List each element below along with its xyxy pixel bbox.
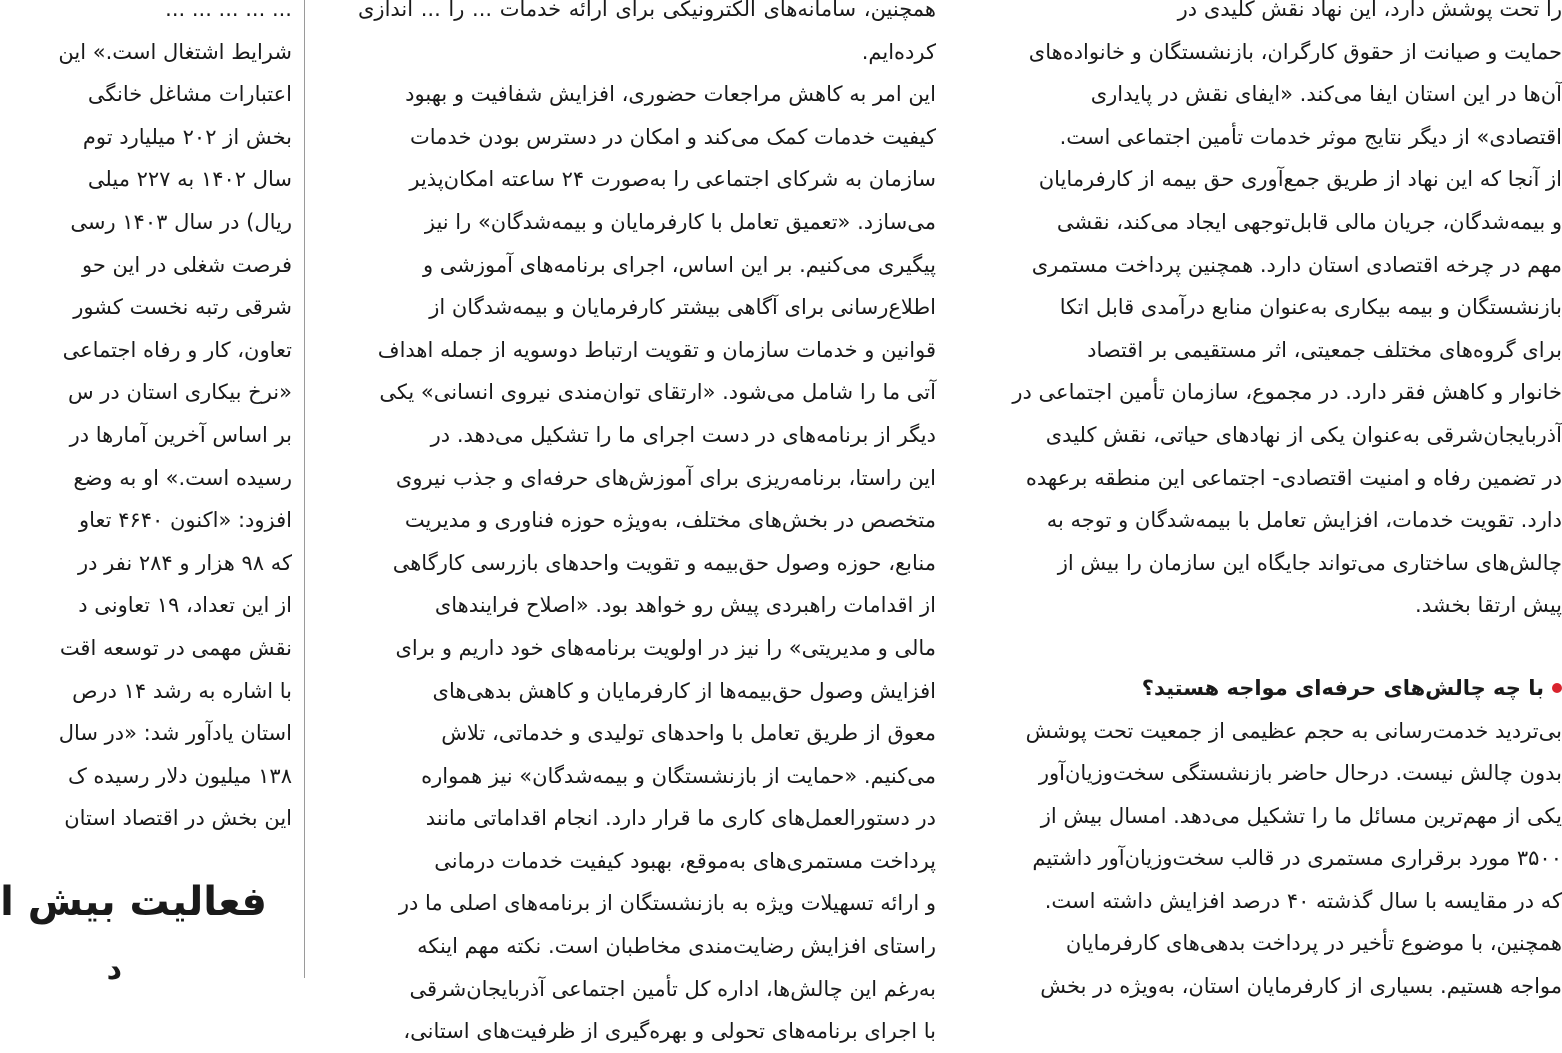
text-line: متخصص در بخش‌های مختلف، به‌ویژه حوزه فناوری و مدیریت <box>404 508 936 533</box>
text-line: رسیده است.» او به وضع <box>73 465 292 490</box>
text-line: مهم در چرخه اقتصادی استان دارد. همچنین پرداخت مستمری <box>1031 252 1562 277</box>
text-line: بخش از ۲۰۲ میلیارد توم <box>82 124 292 149</box>
text-line: شرقی رتبه نخست کشور <box>73 295 292 320</box>
text-line: از اقدامات راهبردی پیش رو خواهد بود. «اصلاح فرایندهای <box>434 593 936 618</box>
text-line: برای گروه‌های مختلف جمعیتی، اثر مستقیمی بر اقتصاد <box>1087 337 1562 362</box>
text-line: اطلاع‌رسانی برای آگاهی بیشتر کارفرمایان و بیمه‌شدگان از <box>429 295 936 320</box>
text-line: از این تعداد، ۱۹ تعاونی د <box>78 593 292 618</box>
text-line: بازنشستگان و بیمه بیکاری به‌عنوان منابع درآمدی قابل اتکا <box>1059 295 1562 320</box>
text-line: سال ۱۴۰۲ به ۲۲۷ میلی <box>87 167 292 192</box>
text-line: آذربایجان‌شرقی به‌عنوان یکی از نهادهای حیاتی، نقش کلیدی <box>1045 422 1562 447</box>
text-line: دیگر از برنامه‌های در دست اجرای ما را تشکیل می‌دهد. در <box>430 422 936 447</box>
text-line: همچنین، با موضوع تأخیر در پرداخت بدهی‌های کارفرمایان <box>1065 931 1562 956</box>
text-line: همچنین، سامانه‌های الکترونیکی برای ارائه خدمات ... را ... اندازی کرده‌ایم. <box>358 0 936 64</box>
text-line: این بخش در اقتصاد استان <box>64 806 292 831</box>
text-line: حمایت و صیانت از حقوق کارگران، بازنشستگان و خانواده‌های <box>1028 39 1562 64</box>
column-divider <box>304 0 305 978</box>
text-line: قوانین و خدمات سازمان و تقویت ارتباط دوسویه از جمله اهداف <box>377 337 936 362</box>
text-line: ۱۳۸ میلیون دلار رسیده ک <box>67 763 292 788</box>
text-line: افزود: «اکنون ۴۶۴۰ تعاو <box>79 508 292 533</box>
next-article-headline <box>0 872 267 932</box>
question-heading <box>984 667 1562 710</box>
text-line: که در مقایسه با سال گذشته ۴۰ درصد افزایش داشته است. <box>1044 888 1562 913</box>
text-line: ۳۵۰۰ مورد برقراری مستمری در قالب سخت‌وزیان‌آور داشتیم <box>1032 846 1562 871</box>
text-line: دارد. تقویت خدمات، افزایش تعامل با بیمه‌شدگان و توجه به <box>1046 508 1562 533</box>
text-line: شرایط اشتغال است.» این <box>58 39 292 64</box>
text-line: از آنجا که این نهاد از طریق جمع‌آوری حق بیمه از کارفرمایان <box>1038 167 1562 192</box>
text-line: پرداخت مستمری‌های به‌موقع، بهبود کیفیت خدمات درمانی <box>434 848 936 873</box>
text-line: چالش‌های ساختاری می‌تواند جایگاه این سازمان را بیش از <box>1057 550 1562 575</box>
text-line: می‌سازد. «تعمیق تعامل با کارفرمایان و بیمه‌شدگان» را نیز <box>424 209 936 234</box>
next-article-headline-text: فعالیت بیش ا <box>0 879 267 925</box>
text-line: پیش ارتقا بخشد. <box>1415 593 1562 618</box>
text-line: پیگیری می‌کنیم. بر این اساس، اجرای برنامه‌های آموزشی و <box>422 252 936 277</box>
text-line: با اجرای برنامه‌های تحولی و بهره‌گیری از ظرفیت‌های استانی، <box>403 1019 936 1044</box>
text-line: این راستا، برنامه‌ریزی برای آموزش‌های حرفه‌ای و جذب نیروی <box>395 465 936 490</box>
text-line: خانوار و کاهش فقر دارد. در مجموع، سازمان تأمین اجتماعی در <box>1012 380 1562 405</box>
text-line: تعاون، کار و رفاه اجتماعی <box>62 337 292 362</box>
article-column-left <box>42 0 292 988</box>
text-line: به‌رغم این چالش‌ها، اداره کل تأمین اجتماعی آذربایجان‌شرقی <box>409 976 936 1001</box>
text-line: یکی از مهم‌ترین مسائل ما را تشکیل می‌دهد. امسال بیش از <box>1040 803 1562 828</box>
article-column-middle <box>358 0 936 1044</box>
text-line: آتی ما را شامل می‌شود. «ارتقای توان‌مندی نیروی انسانی» یکی <box>379 380 936 405</box>
text-line: معوق از طریق تعامل با واحدهای تولیدی و خدماتی، تلاش <box>441 721 936 746</box>
text-line: مواجه هستیم. بسیاری از کارفرمایان استان، به‌ویژه در بخش <box>1040 974 1562 999</box>
text-line: فرصت شغلی در این حو <box>82 252 292 277</box>
text-line: و بیمه‌شدگان، جریان مالی قابل‌توجهی ایجاد می‌کند، نقشی <box>1056 209 1562 234</box>
text-line: این امر به کاهش مراجعات حضوری، افزایش شفافیت و بهبود <box>405 82 936 107</box>
text-line: «نرخ بیکاری استان در س <box>67 380 292 405</box>
text-line: نقش مهمی در توسعه اقت <box>59 635 292 660</box>
text-line: آن‌ها در این استان ایفا می‌کند. «ایفای نقش در پایداری <box>1090 82 1562 107</box>
text-line: ریال) در سال ۱۴۰۳ رسی <box>70 209 292 234</box>
text-line: ... ... ... ... ... <box>165 0 292 21</box>
text-line: و ارائه تسهیلات ویژه به بازنشستگان از برنامه‌های اصلی ما در <box>398 891 936 916</box>
text-line: اقتصادی» از دیگر نتایج موثر خدمات تأمین اجتماعی است. <box>1059 124 1562 149</box>
text-line: می‌کنیم. «حمایت از بازنشستگان و بیمه‌شدگان» نیز همواره <box>421 763 936 788</box>
text-line: در تضمین رفاه و امنیت اقتصادی- اجتماعی این منطقه برعهده <box>1025 465 1562 490</box>
text-line: را تحت پوشش دارد، این نهاد نقش کلیدی در <box>1177 0 1562 21</box>
text-line: با اشاره به رشد ۱۴ درص <box>72 678 292 703</box>
question-heading-text: با چه چالش‌های حرفه‌ای مواجه هستید؟ <box>1141 675 1544 700</box>
bullet-icon <box>1552 683 1562 693</box>
text-line: که ۹۸ هزار و ۲۸۴ نفر در <box>77 550 292 575</box>
article-column-right <box>984 0 1562 999</box>
text-line: در دستورالعمل‌های کاری ما قرار دارد. انجام اقداماتی مانند <box>425 806 936 831</box>
text-line: راستای افزایش رضایت‌مندی مخاطبان است. نکته مهم اینکه <box>417 934 936 959</box>
text-line: بدون چالش نیست. درحال حاضر بازنشستگی سخت‌وزیان‌آور <box>1038 761 1562 786</box>
text-line: سازمان به شرکای اجتماعی را به‌صورت ۲۴ ساعته امکان‌پذیر <box>409 167 936 192</box>
text-line: مالی و مدیریتی» را نیز در اولویت برنامه‌های خود داریم و برای <box>395 635 936 660</box>
text-line: بی‌تردید خدمت‌رسانی به حجم عظیمی از جمعیت تحت پوشش <box>1025 718 1562 743</box>
next-article-subhead-fragment: د <box>106 952 122 987</box>
text-line: اعتبارات مشاغل خانگی <box>87 82 292 107</box>
text-line: منابع، حوزه وصول حق‌بیمه و تقویت واحدهای بازرسی کارگاهی <box>392 550 936 575</box>
text-line: استان یادآور شد: «در سال <box>58 721 292 746</box>
text-line: افزایش وصول حق‌بیمه‌ها از کارفرمایان و کاهش بدهی‌های <box>432 678 936 703</box>
text-line: بر اساس آخرین آمارها در <box>69 422 292 447</box>
text-line: کیفیت خدمات کمک می‌کند و امکان در دسترس بودن خدمات <box>410 124 936 149</box>
